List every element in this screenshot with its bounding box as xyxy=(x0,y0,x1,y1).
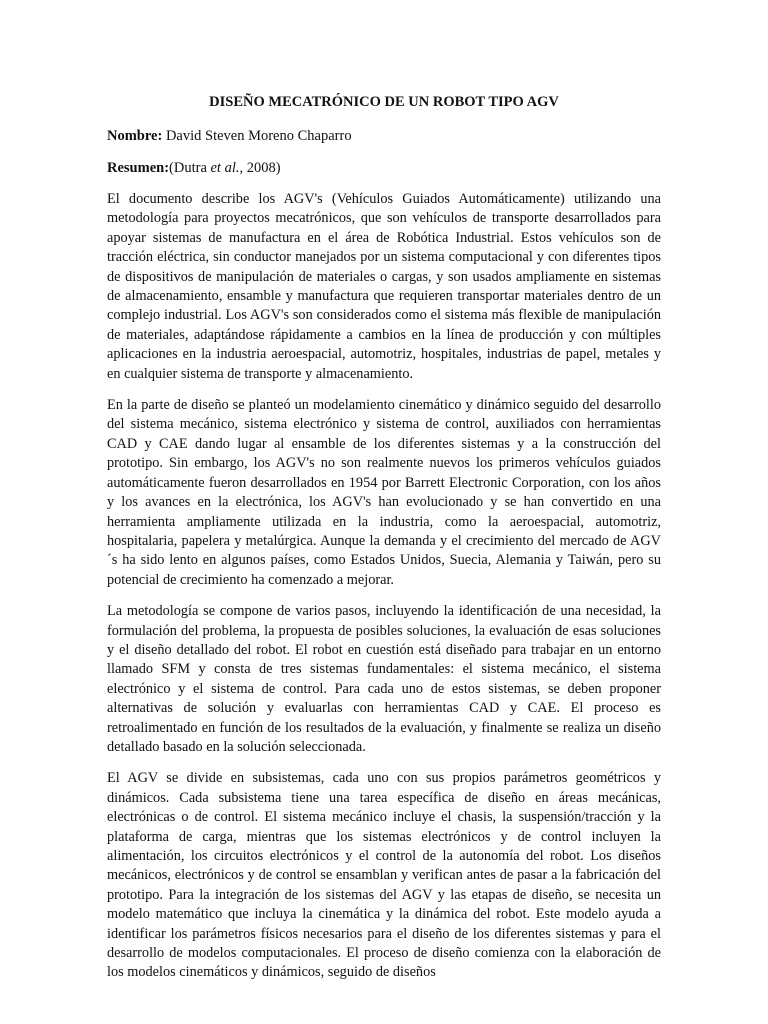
paragraph-2: En la parte de diseño se planteó un modelamiento cinemático y dinámico seguido del desarrollo del sistema mecánico, sistema electrónico y sistema de control, auxiliados con herramientas CAD y CAE dando lugar al ensamble de los diferentes sistemas y a la construcción del prototipo. Sin embargo, los AGV's no son realmente nuevos los primeros vehículos guiados automáticamente fueron desarrollados en 1954 por Barrett Electronic Corporation, con los años y los avances en la electrónica, los AGV's han evolucionado y se han convertido en una herramienta ampliamente utilizada en la industria, como la aeroespacial, automotriz, hospitalaria, papelera y metalúrgica. Aunque la demanda y el crecimiento del mercado de AGV´s ha sido lento en algunos países, como Estados Unidos, Suecia, Alemania y Taiwán, pero su potencial de crecimiento ha comenzado a mejorar. xyxy=(107,397,661,588)
author-line xyxy=(107,126,661,146)
summary-ref-italic: et al. xyxy=(210,160,240,176)
summary-ref-post: , 2008) xyxy=(239,160,281,176)
summary-line xyxy=(107,158,661,178)
summary-label: Resumen: xyxy=(107,160,170,176)
page-title: DISEÑO MECATRÓNICO DE UN ROBOT TIPO AGV xyxy=(209,94,559,110)
paragraph-3: La metodología se compone de varios pasos, incluyendo la identificación de una necesidad, la formulación del problema, la propuesta de posibles soluciones, la evaluación de esas soluciones y el diseño detallado del robot. El robot en cuestión está diseñado para trabajar en un entorno llamado SFM y consta de tres sistemas fundamentales: el sistema mecánico, el sistema electrónico y el sistema de control. Para cada uno de estos sistemas, se deben proponer alternativas de solución y evaluarlas con herramientas CAD y CAE. El proceso es retroalimentado en función de los resultados de la evaluación, y finalmente se realiza un diseño detallado basado en la solución seleccionada. xyxy=(107,603,661,755)
paragraph-4: El AGV se divide en subsistemas, cada uno con sus propios parámetros geométricos y dinámicos. Cada subsistema tiene una tarea específica de diseño en áreas mecánicas, electrónicas o de control. El sistema mecánico incluye el chasis, la suspensión/tracción y la plataforma de carga, mientras que los sistemas electrónicos y de control incluyen la alimentación, los circuitos electrónicos y el control de la autonomía del robot. Los diseños mecánicos, electrónicos y de control se ensamblan y verifican antes de pasar a la fabricación del prototipo. Para la integración de los sistemas del AGV y las etapas de diseño, se necesita un modelo matemático que incluya la cinemática y la dinámica del robot. Este modelo ayuda a identificar los parámetros físicos necesarios para el diseño de los diferentes sistemas y para el desarrollo de modelos computacionales. El proceso de diseño comienza con la elaboración de los modelos cinemáticos y dinámicos, seguido de diseños xyxy=(107,770,661,981)
summary-ref-pre: (Dutra xyxy=(169,160,211,176)
paragraph-1: El documento describe los AGV's (Vehículos Guiados Automáticamente) utilizando una metodología para proyectos mecatrónicos, que son vehículos de transporte desarrollados para apoyar sistemas de manufactura en el área de Robótica Industrial. Estos vehículos son de tracción eléctrica, sin conductor manejados por un sistema computacional y con diferentes tipos de dispositivos de manipulación de materiales o cargas, y son usados ampliamente en sistemas de almacenamiento, ensamble y manufactura que requieren transportar materiales dentro de un complejo industrial. Los AGV's son considerados como el sistema más flexible de manipulación de materiales, adaptándose rápidamente a cambios en la línea de producción y con múltiples aplicaciones en la industria aeroespacial, automotriz, hospitales, industrias de papel, metales y en cualquier sistema de transporte y almacenamiento. xyxy=(107,191,661,382)
author-name: David Steven Moreno Chaparro xyxy=(162,128,352,144)
author-label: Nombre: xyxy=(107,128,163,144)
